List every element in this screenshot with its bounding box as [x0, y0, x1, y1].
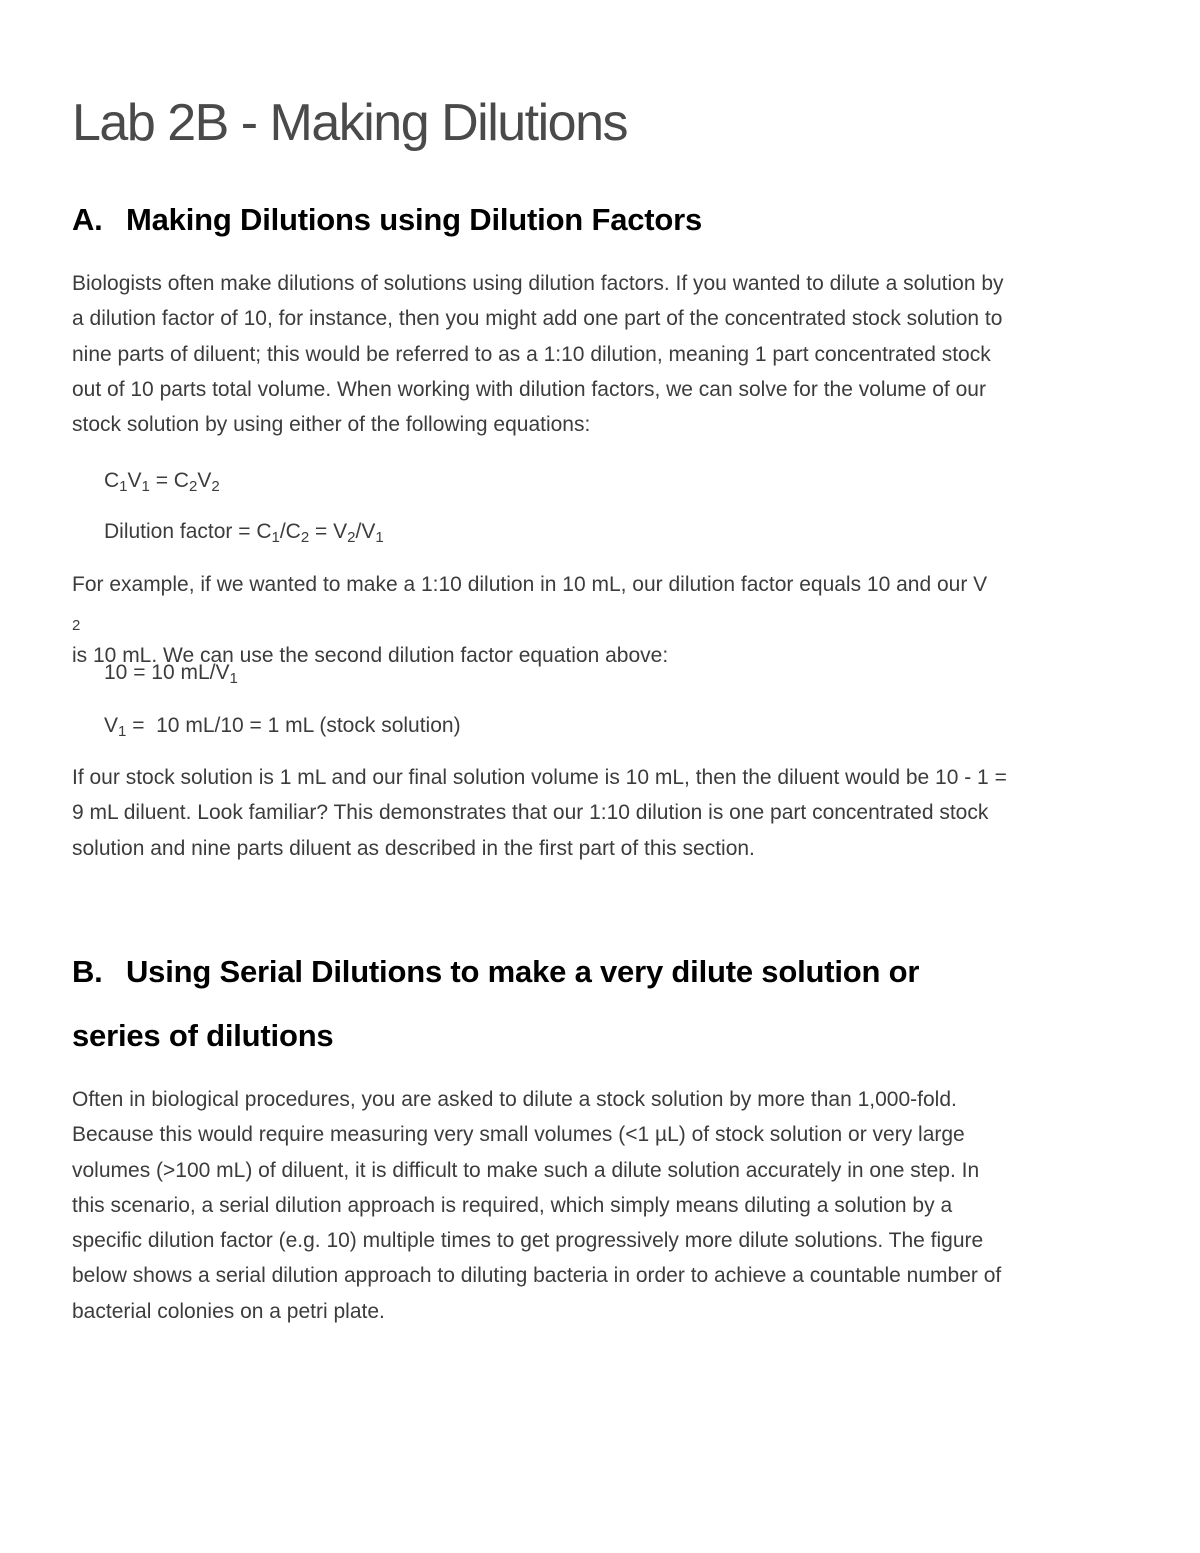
- paragraph-line: a dilution factor of 10, for instance, then you might add one part of the concentrated stock solution to: [72, 307, 1003, 331]
- equation-dilution-factor: Dilution factor = $C_1/C_2 = V_2/V_1$: [104, 520, 384, 546]
- equation-example-2: $V_1 = 10$ mL/10 = 1 mL (stock solution): [104, 714, 461, 740]
- equation-c1v1: $C_1V_1 = C_2V_2$: [104, 469, 220, 495]
- paragraph-line: specific dilution factor (e.g. 10) multiple times to get progressively more dilute solutions. The figure: [72, 1229, 984, 1253]
- section-b-heading-text: Using Serial Dilutions to make a very dilute solution or: [126, 954, 920, 989]
- paragraph-line: bacterial colonies on a petri plate.: [72, 1299, 385, 1323]
- paragraph-line: For example, if we wanted to make a 1:10 dilution in 10 mL, our dilution factor equals 10 and our V $_2$: [72, 573, 988, 635]
- paragraph-line: solution and nine parts diluent as described in the first part of this section.: [72, 836, 755, 860]
- section-b-heading-line-1: [72, 954, 919, 990]
- paragraph-line: Often in biological procedures, you are asked to dilute a stock solution by more than 1,000-fold.: [72, 1088, 957, 1111]
- section-a-letter: A.: [72, 202, 103, 237]
- paragraph-line: this scenario, a serial dilution approach is required, which simply means diluting a solution by a: [72, 1193, 953, 1217]
- section-a-closing-paragraph: [72, 760, 1132, 866]
- section-b-heading-line-2: series of dilutions: [72, 1018, 334, 1053]
- paragraph-line: Biologists often make dilutions of solutions using dilution factors. If you wanted to dilute a solution by: [72, 272, 1004, 295]
- section-a-heading: [72, 202, 702, 238]
- section-b-body-paragraph: [72, 1082, 1132, 1329]
- section-a-intro-paragraph: [72, 266, 1132, 442]
- paragraph-line: below shows a serial dilution approach to diluting bacteria in order to achieve a countable number of: [72, 1264, 1002, 1288]
- paragraph-line: out of 10 parts total volume. When working with dilution factors, we can solve for the volume of our: [72, 377, 986, 401]
- paragraph-line: is 10 mL. We can use the second dilution factor equation above:: [72, 643, 669, 667]
- section-a-heading-text: Making Dilutions using Dilution Factors: [126, 202, 703, 237]
- paragraph-line: stock solution by using either of the following equations:: [72, 413, 591, 437]
- section-a-example-paragraph: [72, 567, 1132, 673]
- equation-example-1: 10 = 10 $mL/V_1$: [104, 661, 238, 687]
- section-b-letter: B.: [72, 954, 103, 989]
- paragraph-line: volumes (>100 mL) of diluent, it is difficult to make such a dilute solution accurately in one step. In: [72, 1158, 980, 1182]
- paragraph-line: If our stock solution is 1 mL and our final solution volume is 10 mL, then the diluent would be 10 - 1 =: [72, 766, 1007, 789]
- paragraph-line: Because this would require measuring very small volumes (<1 µL) of stock solution or very large: [72, 1123, 965, 1147]
- paragraph-line: nine parts of diluent; this would be referred to as a 1:10 dilution, meaning 1 part concentrated stock: [72, 342, 991, 366]
- paragraph-line: 9 mL diluent. Look familiar? This demonstrates that our 1:10 dilution is one part concentrated stock: [72, 801, 989, 825]
- page-title: Lab 2B - Making Dilutions: [72, 94, 628, 152]
